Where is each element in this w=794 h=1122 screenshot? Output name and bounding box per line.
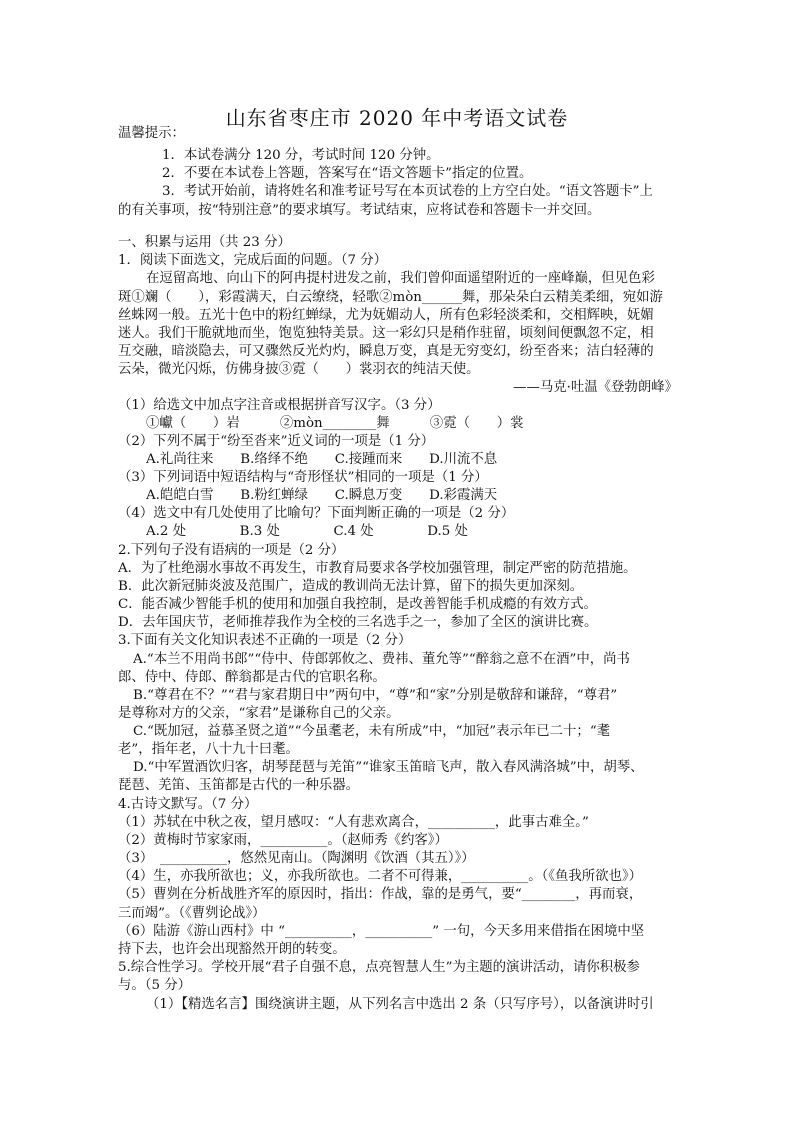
text-line: 是尊称对方的父亲，“家君”是谦称自己的父亲。 [118, 706, 400, 721]
text-line: B．此次新冠肺炎波及范围广，造成的教训尚无法计算，留下的损失更加深刻。 [118, 579, 584, 594]
question-heading: 3.下面有关文化知识表述不正确的一项是（2 分） [118, 633, 412, 648]
text-line: （5）曹刿在分析战胜齐军的原因时，指出：作战，靠的是勇气，要“________，再而衰， [118, 887, 643, 902]
text-line: 互交融，暗淡隐去，可又骤然反光灼灼，瞬息万变，真是无穷变幻，纷至沓来；洁白轻薄的 [118, 344, 654, 359]
text-line: 郎、侍中、侍郎、醉翁都是古代的官职名称。 [118, 670, 386, 685]
text-line: D．去年国庆节，老师推荐我作为全校的三名选手之一，参加了全区的演讲比赛。 [118, 615, 598, 630]
text-line: ①巘（ ）岩 ②mòn________舞 ③霓（ ）裳 [146, 416, 524, 431]
text-line: C.“既加冠，益慕圣贤之道”“今虽耄老，未有所成”中，“加冠”表示年已二十；“耄 [133, 724, 611, 739]
text-line: A.2 处 B.3 处 C.4 处 D.5 处 [146, 524, 468, 539]
text-line: 3．考试开始前，请将姓名和准考证号写在本页试卷的上方空白处。“语文答题卡”上 [162, 184, 653, 199]
text-line: （1）【精选名言】围绕演讲主题，从下列名言中选出 2 条（只写序号），以备演讲时引 [146, 997, 654, 1012]
text-line: A.“本兰不用尚书郎”“侍中、侍郎郭攸之、费祎、董允等”“醉翁之意不在酒”中，尚书 [133, 652, 630, 667]
text-line: A．为了杜绝溺水事故不再发生，市教育局要求各学校加强管理，制定严密的防范措施。 [118, 561, 637, 576]
text-line: D.“中军置酒饮归客，胡琴琵琶与羌笛”“谁家玉笛暗飞声，散入春风满洛城”中，胡琴、 [133, 760, 644, 775]
text-line: A.礼尚往来 B.络绎不绝 C.接踵而来 D.川流不息 [146, 452, 498, 467]
text-line: 在逗留高地、向山下的阿冉提村进发之前，我们曾仰面遥望附近的一座峰巅，但见色彩 [146, 271, 655, 286]
text-line: （6）陆游《游山西村》中 “__________，__________” 一句，今天多用来借指在困境中坚 [118, 924, 645, 939]
text-line: ——马克·吐温《登勃朗峰》 [513, 380, 678, 395]
text-line: （3） __________，悠然见南山。（陶渊明《饮酒（其五）》） [118, 851, 475, 866]
text-line: 温馨提示： [118, 126, 185, 141]
text-line: 斑①斓（ ），彩霞满天，白云缭绕，轻歌②mòn______舞，那朵朵白云精美柔细，宛如游 [118, 290, 663, 305]
question-heading: 2.下列句子没有语病的一项是（2 分） [118, 543, 345, 558]
text-line: 老”，指年老，八十九十曰耄。 [118, 742, 299, 757]
text-line: 与。（5 分） [118, 978, 192, 993]
text-line: 迷人。我们干脆就地而坐，饱览独特美景。这一彩幻只是稍作驻留，顷刻间便飘忽不定，相 [118, 326, 654, 341]
text-line: 持下去，也许会出现豁然开朗的转变。 [118, 942, 346, 957]
text-line: （2）黄梅时节家家雨，__________。（赵师秀《约客》） [118, 833, 448, 848]
text-line: 琵琶、羌笛、玉笛都是古代的一种乐器。 [118, 778, 360, 793]
text-line: 丝蛛网一般。五光十色中的粉红蝉绿，尤为妩媚动人，所有色彩轻淡柔和，交相辉映，妩媚 [118, 308, 654, 323]
text-line: （1）给选文中加点字注音或根据拼音写汉字。（3 分） [118, 398, 441, 413]
text-line: （2）下列不属于“纷至沓来”近义词的一项是（1 分） [118, 434, 435, 449]
section-heading: 一、积累与运用（共 23 分） [118, 235, 291, 250]
question-heading: 1．阅读下面选文，完成后面的问题。（7 分） [118, 253, 388, 268]
text-line: 云朵，微光闪烁，仿佛身披③霓（ ）裳羽衣的纯洁天使。 [118, 362, 480, 377]
text-line: （4）生，亦我所欲也；义，亦我所欲也。二者不可得兼，__________。（《鱼我所欲也》） [118, 869, 643, 884]
text-line: （3）下列词语中短语结构与“奇形怪状”相同的一项是（1 分） [118, 470, 488, 485]
text-line: 的有关事项，按“特别注意”的要求填写。考试结束，应将试卷和答题卡一并交回。 [118, 203, 601, 218]
question-heading: 4.古诗文默写。（7 分） [118, 797, 258, 812]
text-line: （4）选文中有几处使用了比喻句？下面判断正确的一项是（2 分） [118, 506, 515, 521]
text-line: （1）苏轼在中秋之夜，望月感叹：“人有悲欢离合，__________，此事古难全。” [118, 815, 589, 830]
page-title: 山东省枣庄市 2020 年中考语文试卷 [225, 106, 569, 130]
text-line: A.皑皑白雪 B.粉红蝉绿 C.瞬息万变 D.彩霞满天 [146, 488, 498, 503]
text-line: B.“尊君在不？”“君与家君期日中”两句中，“尊”和“家”分别是敬辞和谦辞，“尊君” [133, 688, 618, 703]
question-heading: 5.综合性学习。学校开展“君子自强不息，点亮智慧人生”为主题的演讲活动，请你积极参 [118, 960, 640, 975]
text-line: C．能否减少智能手机的使用和加强自我控制，是改善智能手机成瘾的有效方式。 [118, 597, 597, 612]
text-line: 三而竭”。（《曹刿论战》） [118, 906, 266, 921]
text-line: 1．本试卷满分 120 分，考试时间 120 分钟。 [162, 148, 440, 163]
text-line: 2．不要在本试卷上答题，答案写在“语文答题卡”指定的位置。 [162, 166, 533, 181]
